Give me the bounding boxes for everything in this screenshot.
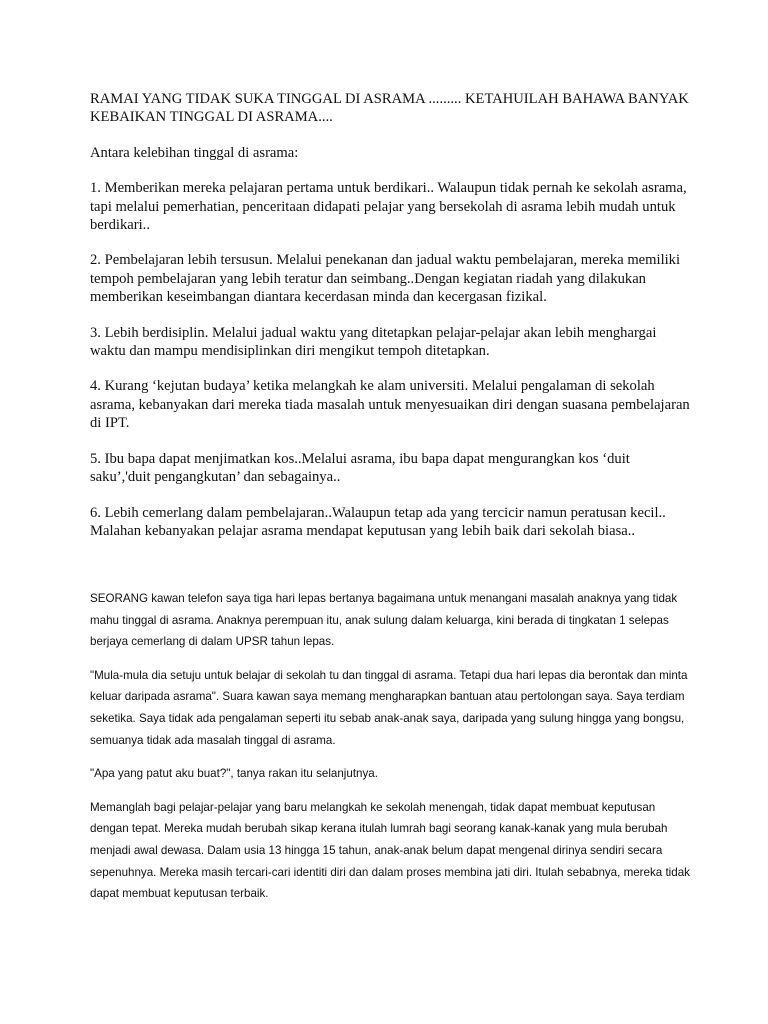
point-1: 1. Memberikan mereka pelajaran pertama untuk berdikari.. Walaupun tidak pernah ke sekolah asrama, tapi melalui pemerhatian, penceritaan didapati pelajar yang bersekolah di asrama lebih mudah untuk berdikari.. (90, 180, 687, 234)
article-section (90, 588, 690, 917)
point-5: 5. Ibu bapa dapat menjimatkan kos..Melalui asrama, ibu bapa dapat mengurangkan kos ‘duit saku’,'duit pengangkutan’ dan sebagainya.. (90, 450, 630, 486)
article-paragraph-1: SEORANG kawan telefon saya tiga hari lepas bertanya bagaimana untuk menangani masalah anaknya yang tidak mahu tinggal di asrama. Anaknya perempuan itu, anak sulung dalam keluarga, kini berada di tingkatan 1 selepas berjaya cemerlang di dalam UPSR tahun lepas. (90, 592, 678, 649)
article-paragraph-3: "Apa yang patut aku buat?", tanya rakan itu selanjutnya. (90, 767, 378, 781)
point-2: 2. Pembelajaran lebih tersusun. Melalui penekanan dan jadual waktu pembelajaran, mereka memiliki tempoh pembelajaran yang lebih teratur dan seimbang..Dengan kegiatan riadah yang dilakukan memberikan keseimbangan diantara kecerdasan minda dan kecergasan fizikal. (90, 252, 681, 306)
point-3: 3. Lebih berdisiplin. Melalui jadual waktu yang ditetapkan pelajar-pelajar akan lebih menghargai waktu dan mampu mendisiplinkan diri mengikut tempoh ditetapkan. (90, 324, 657, 360)
point-4: 4. Kurang ‘kejutan budaya’ ketika melangkah ke alam universiti. Melalui pengalaman di sekolah asrama, kebanyakan dari mereka tiada masalah untuk menyesuaikan diri dengan suasana pembelajaran di IPT. (90, 378, 690, 432)
intro-text: Antara kelebihan tinggal di asrama: (90, 144, 299, 161)
document-title: RAMAI YANG TIDAK SUKA TINGGAL DI ASRAMA ......... KETAHUILAH BAHAWA BANYAK KEBAIKAN TINGGAL DI ASRAMA.... (90, 91, 689, 126)
point-6: 6. Lebih cemerlang dalam pembelajaran..Walaupun tetap ada yang tercicir namun peratusan kecil.. Malahan kebanyakan pelajar asrama mendapat keputusan yang lebih baik dari sekolah biasa.. (90, 504, 666, 539)
document-page (90, 90, 690, 557)
article-paragraph-2: "Mula-mula dia setuju untuk belajar di sekolah tu dan tinggal di asrama. Tetapi dua hari lepas dia berontak dan minta keluar daripada asrama". Suara kawan saya memang mengharapkan bantuan atau pertolongan saya. Saya terdiam seketika. Saya tidak ada pengalaman seperti itu sebab anak-anak saya, daripada yang sulung hingga yang bongsu, semuanya tidak ada masalah tinggal di asrama. (90, 668, 688, 747)
article-paragraph-4: Memanglah bagi pelajar-pelajar yang baru melangkah ke sekolah menengah, tidak dapat membuat keputusan dengan tepat. Mereka mudah berubah sikap kerana itulah lumrah bagi seorang kanak-kanak yang mula berubah menjadi awal dewasa. Dalam usia 13 hingga 15 tahun, anak-anak belum dapat mengenal dirinya sendiri secara sepenuhnya. Mereka masih tercari-cari identiti diri dan dalam proses membina jati diri. Itulah sebabnya, mereka tidak dapat membuat keputusan terbaik. (90, 800, 690, 901)
